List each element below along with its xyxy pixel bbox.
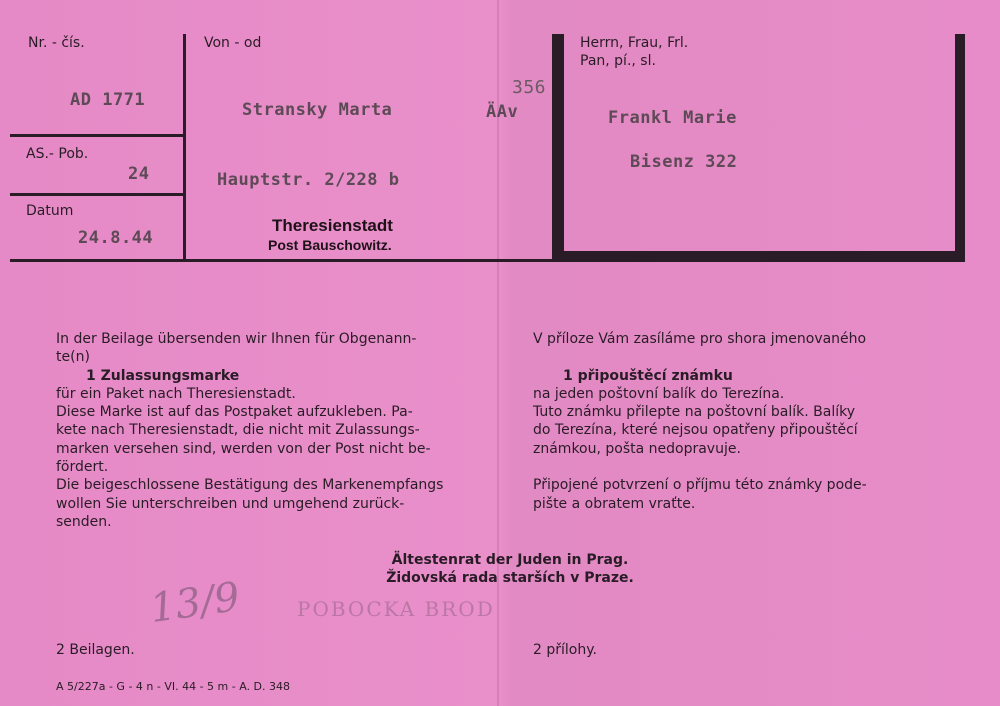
czech-line-4: známkou, pošta nedopravuje. — [533, 440, 741, 457]
german-line-8: senden. — [56, 513, 112, 530]
recipient-left-border — [552, 34, 564, 254]
german-line-6: Die beigeschlossene Bestätigung des Markenempfangs — [56, 477, 444, 494]
recipient-bottom-border — [552, 251, 965, 262]
left-divider-vertical — [183, 34, 186, 260]
czech-intro: V příloze Vám zasíláme pro shora jmenovaného — [533, 331, 867, 347]
czech-line-6: pište a obratem vraťte. — [533, 495, 696, 512]
german-enclosures: 2 Beilagen. — [56, 642, 135, 658]
german-line-4: marken versehen sind, werden von der Post nicht be- — [56, 440, 431, 457]
czech-enclosures: 2 přílohy. — [533, 642, 597, 658]
german-line-1: für ein Paket nach Theresienstadt. — [56, 385, 296, 402]
german-item: 1 Zulassungsmarke — [86, 367, 240, 384]
faded-postmark-stamp: POBOCKA BROD — [297, 597, 495, 621]
czech-spacer — [533, 348, 953, 366]
sender-code: ÄAv — [486, 102, 519, 122]
german-intro-cont: te(n) — [56, 349, 90, 366]
datum-label: Datum — [26, 203, 74, 219]
german-text-block — [56, 330, 496, 531]
left-mid-rule — [10, 193, 184, 196]
place-title: Theresienstadt — [272, 216, 393, 235]
sender-address: Hauptstr. 2/228 b — [217, 170, 400, 190]
as-label: AS.- Pob. — [26, 146, 89, 162]
header-bottom-rule — [10, 259, 555, 262]
nr-label: Nr. - čís. — [28, 35, 85, 51]
von-label: Von - od — [204, 35, 262, 51]
recipient-address: Bisenz 322 — [630, 152, 738, 172]
german-line-3: kete nach Theresienstadt, die nicht mit Zulassungs- — [56, 422, 420, 439]
council-line-de: Ältestenrat der Juden in Prag. — [391, 552, 629, 568]
pencil-annotation: 13/9 — [147, 573, 243, 633]
recipient-label-de: Herrn, Frau, Frl. — [580, 35, 689, 51]
recipient-label-cz: Pan, pí., sl. — [580, 53, 656, 69]
czech-line-2: Tuto známku přilepte na poštovní balík. Balíky — [533, 404, 856, 421]
nr-value: AD 1771 — [70, 90, 146, 110]
left-top-rule — [10, 134, 184, 137]
german-line-7: wollen Sie unterschreiben und umgehend zurück- — [56, 495, 405, 512]
czech-spacer-2 — [533, 458, 953, 476]
as-value: 24 — [128, 164, 150, 184]
czech-line-1: na jeden poštovní balík do Terezína. — [533, 385, 785, 402]
datum-value: 24.8.44 — [78, 228, 154, 248]
place-subtitle: Post Bauschowitz. — [268, 237, 392, 253]
sender-number: 356 — [512, 77, 547, 98]
recipient-name: Frankl Marie — [608, 108, 737, 128]
recipient-right-border — [955, 34, 965, 254]
czech-line-5: Připojené potvrzení o příjmu této známky pode- — [533, 477, 867, 494]
sender-name: Stransky Marta — [242, 100, 393, 120]
czech-text-block — [533, 330, 953, 513]
form-code: A 5/227a - G - 4 n - VI. 44 - 5 m - A. D. 348 — [56, 680, 291, 693]
german-line-2: Diese Marke ist auf das Postpaket aufzukleben. Pa- — [56, 404, 413, 421]
council-line-cz: Židovská rada starších v Praze. — [386, 570, 634, 586]
czech-item: 1 připouštěcí známku — [563, 367, 733, 384]
german-intro: In der Beilage übersenden wir Ihnen für Obgenann- — [56, 331, 417, 347]
german-line-5: fördert. — [56, 459, 109, 476]
council-signature — [350, 551, 670, 587]
czech-line-3: do Terezína, které nejsou opatřeny připouštěcí — [533, 422, 858, 439]
